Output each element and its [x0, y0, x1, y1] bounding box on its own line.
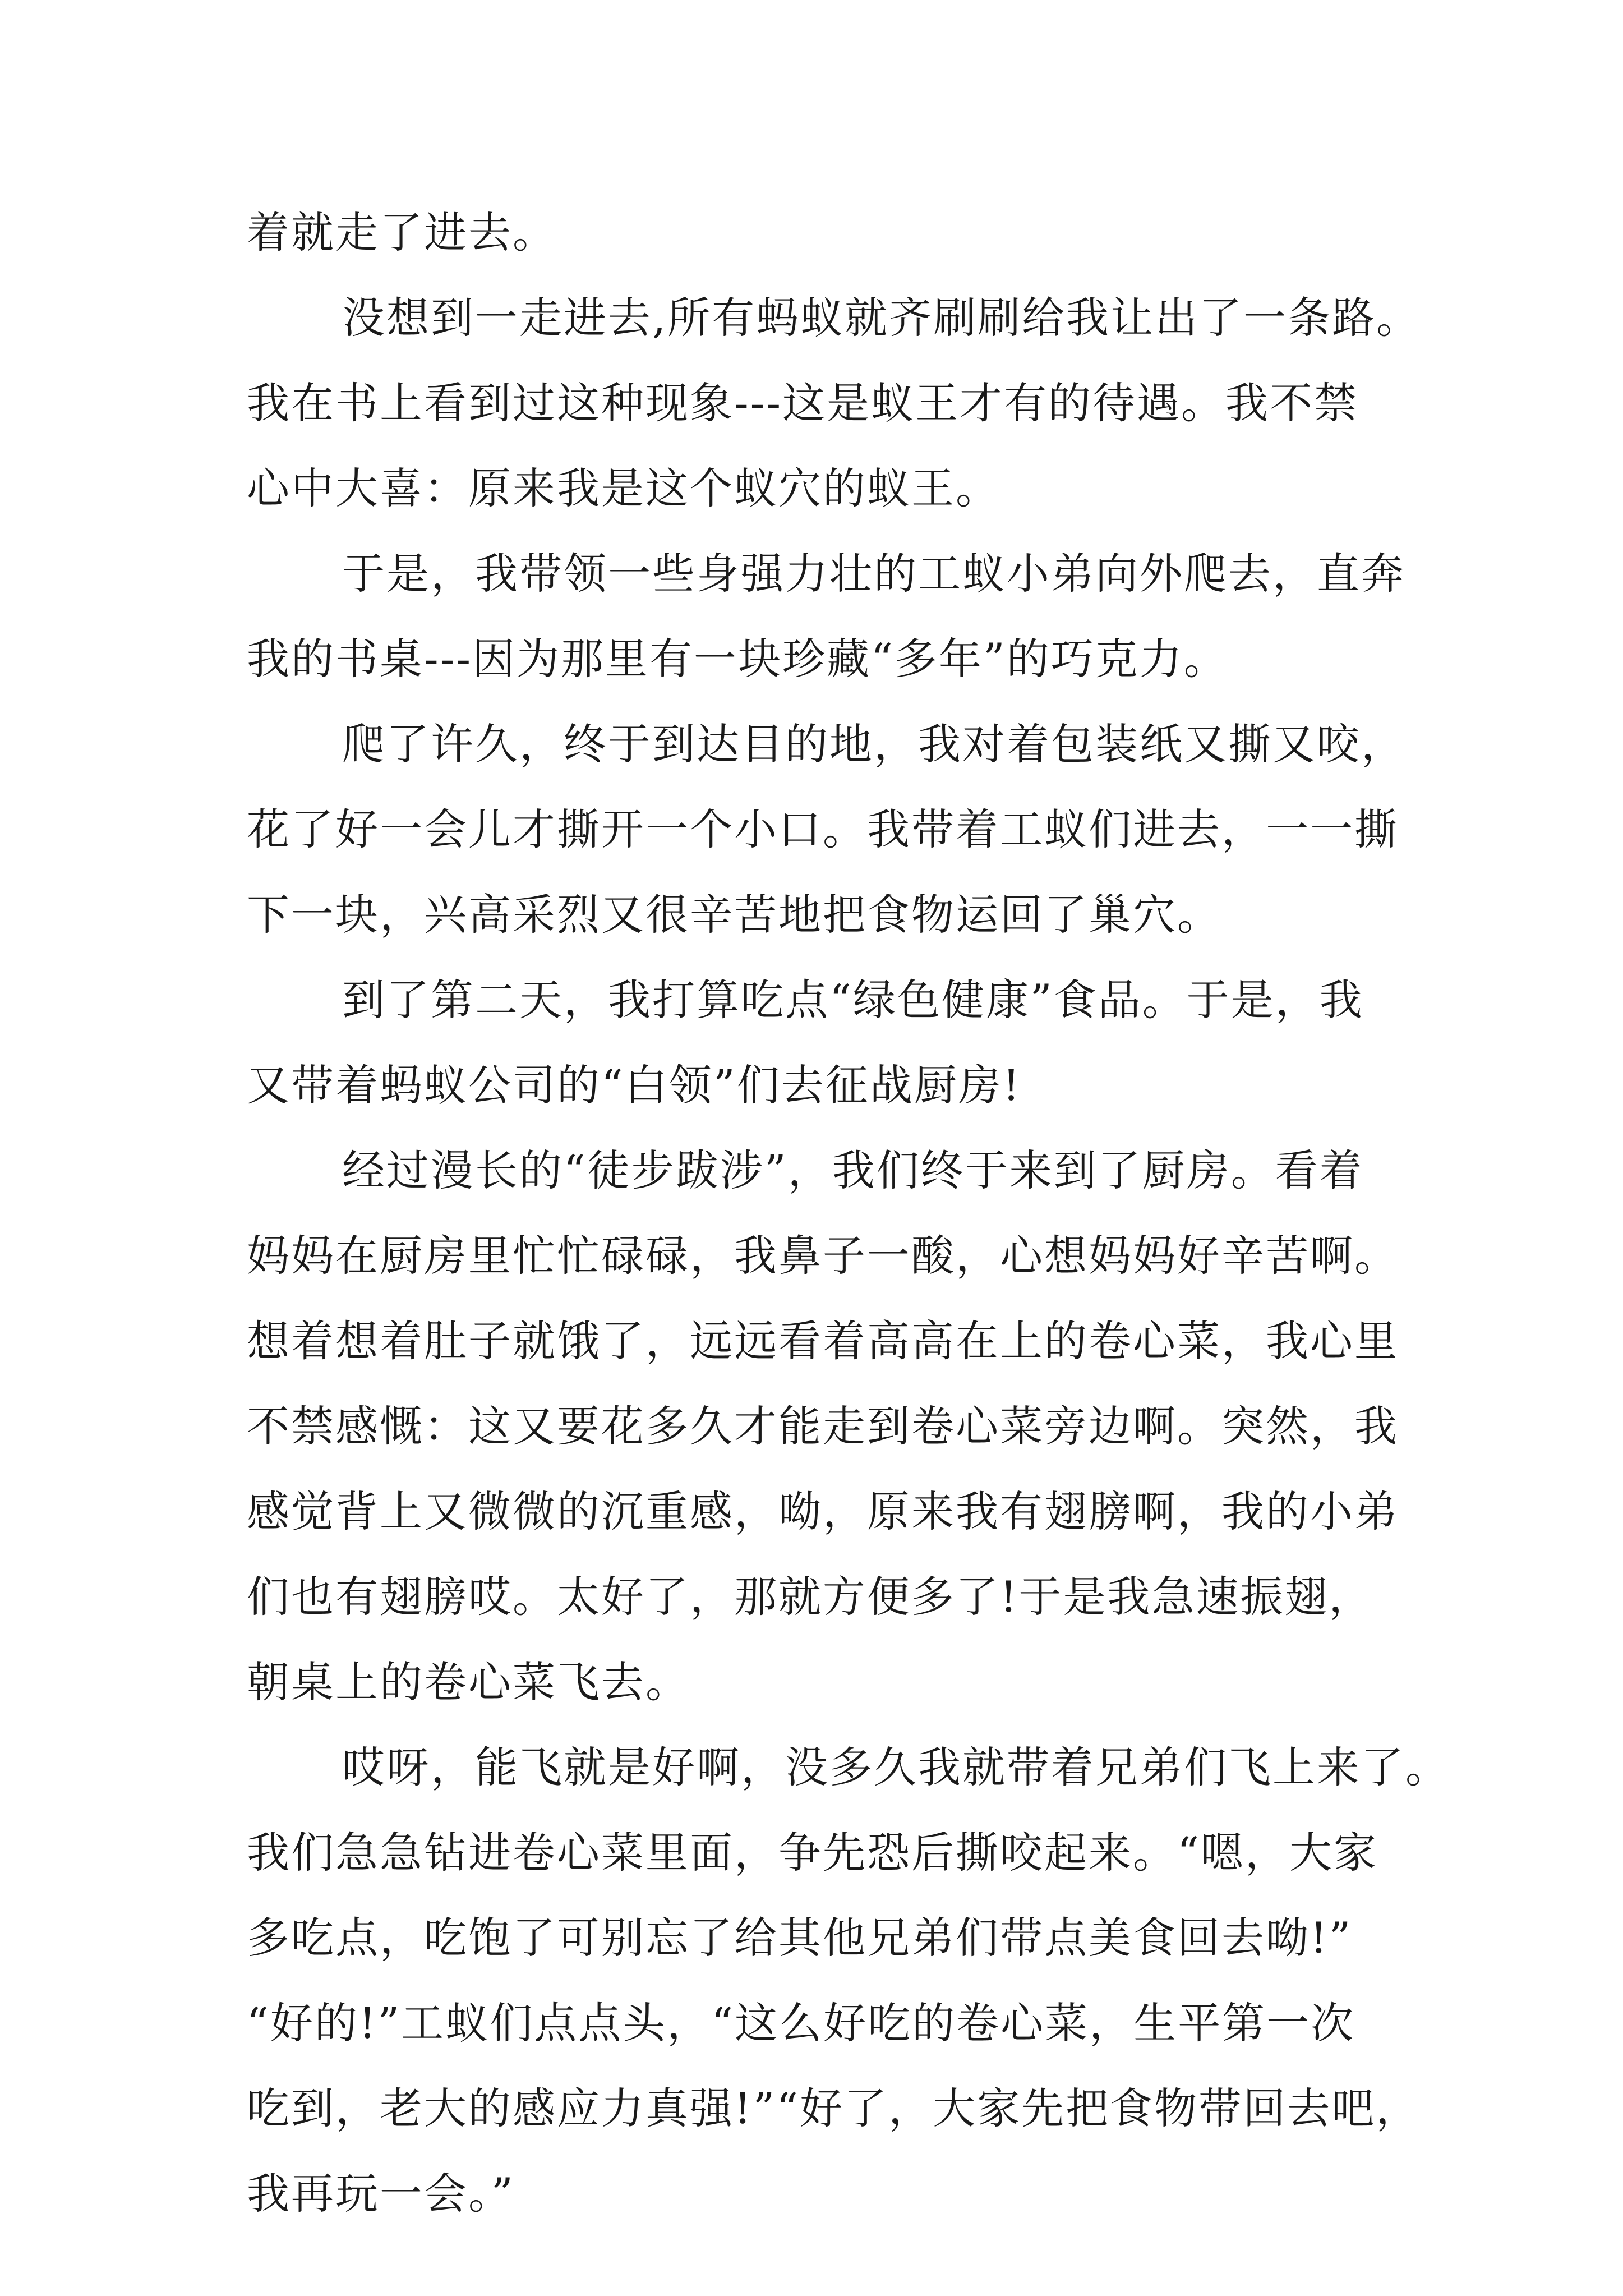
- text-line: 朝桌上的卷心菜飞去。: [247, 1657, 690, 1707]
- text-line: 感觉背上又微微的沉重感，呦，原来我有翅膀啊，我的小弟: [247, 1487, 1399, 1536]
- text-line: 爬了许久，终于到达目的地，我对着包装纸又撕又咬，: [342, 719, 1405, 769]
- text-line: 我的书桌---因为那里有一块珍藏“多年”的巧克力。: [247, 634, 1228, 684]
- text-line: 花了好一会儿才撕开一个小口。我带着工蚁们进去，一一撕: [247, 804, 1399, 854]
- text-line: “好的!”工蚁们点点头，“这么好吃的卷心菜，生平第一次: [247, 1998, 1355, 2048]
- text-line: 于是，我带领一些身强力壮的工蚁小弟向外爬去，直奔: [342, 549, 1405, 599]
- text-line: 着就走了进去。: [247, 208, 557, 257]
- text-line: 哎呀，能飞就是好啊，没多久我就带着兄弟们飞上来了。: [342, 1742, 1450, 1792]
- text-line: 又带着蚂蚁公司的“白领”们去征战厨房!: [247, 1060, 1022, 1110]
- text-line: 多吃点，吃饱了可别忘了给其他兄弟们带点美食回去呦!”: [247, 1913, 1353, 1963]
- text-line: 们也有翅膀哎。太好了，那就方便多了!于是我急速振翅，: [247, 1572, 1373, 1622]
- text-line: 想着想着肚子就饿了，远远看着高高在上的卷心菜，我心里: [247, 1316, 1399, 1366]
- text-line: 下一块，兴高采烈又很辛苦地把食物运回了巢穴。: [247, 890, 1221, 940]
- text-line: 心中大喜：原来我是这个蚁穴的蚁王。: [247, 463, 1000, 513]
- text-line: 经过漫长的“徒步跋涉”，我们终于来到了厨房。看着: [342, 1145, 1364, 1195]
- text-line: 没想到一走进去,所有蚂蚁就齐刷刷给我让出了一条路。: [342, 293, 1421, 343]
- text-line: 不禁感慨：这又要花多久才能走到卷心菜旁边啊。突然，我: [247, 1401, 1399, 1451]
- text-line: 我们急急钻进卷心菜里面，争先恐后撕咬起来。“嗯，大家: [247, 1828, 1378, 1878]
- text-line: 吃到，老大的感应力真强!”“好了，大家先把食物带回去吧，: [247, 2083, 1421, 2133]
- text-line: 我在书上看到过这种现象---这是蚁王才有的待遇。我不禁: [247, 378, 1359, 428]
- text-line: 我再玩一会。”: [247, 2169, 515, 2219]
- text-line: 妈妈在厨房里忙忙碌碌，我鼻子一酸，心想妈妈好辛苦啊。: [247, 1231, 1399, 1281]
- text-line: 到了第二天，我打算吃点“绿色健康”食品。于是，我: [342, 975, 1364, 1025]
